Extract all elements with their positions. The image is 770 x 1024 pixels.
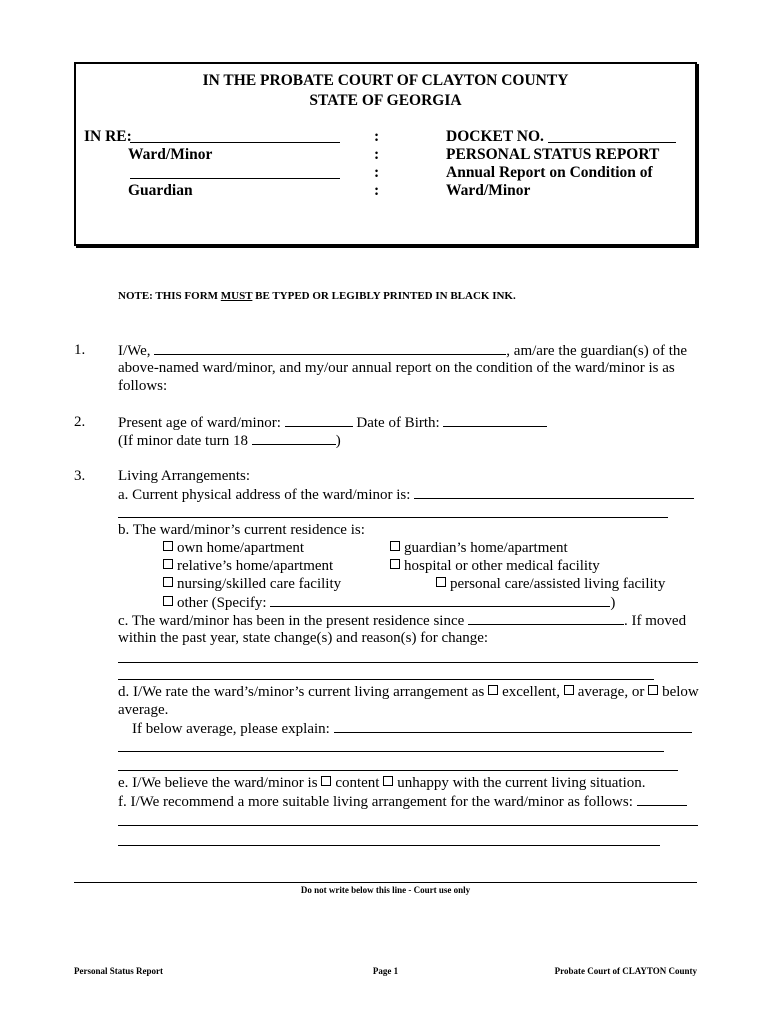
caption-colon: : [374, 182, 380, 199]
report-subtitle-2: Ward/Minor [446, 182, 531, 199]
change-reason-line-1[interactable] [118, 662, 698, 663]
court-use-note: Do not write below this line - Court use only [300, 885, 471, 895]
recommend-line-2[interactable] [118, 825, 698, 826]
docket-label: DOCKET NO. [446, 128, 544, 145]
address-field[interactable] [414, 486, 694, 499]
checkbox[interactable] [383, 776, 393, 786]
q1-line2: above-named ward/minor, and my/our annual report on the condition of the ward/minor is as [118, 360, 675, 376]
caption-colon: : [374, 164, 380, 181]
court-use-divider [74, 882, 697, 883]
q3d-label: d. I/We rate the ward’s/minor’s current living arrangement as excellent, average, or below [118, 684, 699, 700]
caption-colon: : [374, 128, 380, 145]
checkbox[interactable] [564, 685, 574, 695]
caption-colon: : [374, 146, 380, 163]
address-line-2[interactable] [118, 517, 668, 518]
ink-note: NOTE: THIS FORM MUST BE TYPED OR LEGIBLY PRINTED IN BLACK INK. [118, 290, 516, 302]
age-field[interactable] [285, 414, 353, 427]
checkbox[interactable] [321, 776, 331, 786]
guardian-names-field[interactable] [154, 342, 506, 355]
explain-field[interactable] [334, 720, 692, 733]
q3d-line2: average. [118, 702, 169, 718]
checkbox[interactable] [436, 577, 446, 587]
q3a-label: a. Current physical address of the ward/minor is: [118, 486, 694, 504]
state-title: STATE OF GEORGIA [309, 92, 462, 109]
checkbox[interactable] [488, 685, 498, 695]
ward-name-line[interactable] [130, 142, 340, 143]
report-subtitle-1: Annual Report on Condition of [446, 164, 653, 181]
checkbox[interactable] [163, 559, 173, 569]
in-re-label: IN RE: [84, 128, 132, 145]
option-relative-home[interactable]: relative’s home/apartment [163, 558, 333, 575]
recommend-line-3[interactable] [118, 845, 660, 846]
q3c-label: c. The ward/minor has been in the present residence since . If moved [118, 613, 687, 629]
checkbox[interactable] [163, 541, 173, 551]
explain-line-3[interactable] [118, 770, 678, 771]
other-specify-field[interactable] [270, 594, 610, 607]
footer-left: Personal Status Report [74, 966, 163, 976]
since-date-field[interactable] [468, 612, 624, 625]
ward-label: Ward/Minor [128, 146, 213, 163]
q1-line3: follows: [118, 378, 168, 394]
guardian-label: Guardian [128, 182, 193, 199]
recommend-field[interactable] [637, 793, 687, 806]
q2-line2: (If minor date turn 18 ) [118, 433, 341, 449]
checkbox[interactable] [163, 596, 173, 606]
dob-field[interactable] [443, 414, 547, 427]
change-reason-line-2[interactable] [118, 679, 654, 680]
q1-line1: I/We, , am/are the guardian(s) of the [118, 343, 688, 359]
checkbox[interactable] [390, 541, 400, 551]
turn-18-field[interactable] [252, 432, 336, 445]
option-nursing[interactable]: nursing/skilled care facility [163, 576, 341, 593]
q2-line1: Present age of ward/minor: Date of Birth: [118, 414, 547, 432]
page-number: Page 1 [372, 966, 399, 976]
guardian-name-line[interactable] [130, 178, 340, 179]
report-title: PERSONAL STATUS REPORT [446, 146, 660, 163]
item-number-1: 1. [74, 342, 86, 358]
option-other[interactable]: other (Specify: ) [163, 594, 615, 612]
footer-right: Probate Court of CLAYTON County [554, 966, 697, 976]
q3d-explain-label: If below average, please explain: [132, 720, 692, 738]
q3c-line2: within the past year, state change(s) and reason(s) for change: [118, 630, 489, 646]
q3b-label: b. The ward/minor’s current residence is: [118, 522, 365, 538]
checkbox[interactable] [163, 577, 173, 587]
q3e-label: e. I/We believe the ward/minor is content unhappy with the current living situation. [118, 775, 646, 791]
item-number-2: 2. [74, 414, 86, 430]
docket-number-line[interactable] [548, 142, 676, 143]
option-own-home[interactable]: own home/apartment [163, 540, 304, 557]
option-hospital[interactable]: hospital or other medical facility [390, 558, 600, 575]
option-guardian-home[interactable]: guardian’s home/apartment [390, 540, 568, 557]
q3-title: Living Arrangements: [118, 468, 251, 484]
q3f-label: f. I/We recommend a more suitable living arrangement for the ward/minor as follows: [118, 793, 687, 811]
checkbox[interactable] [648, 685, 658, 695]
item-number-3: 3. [74, 468, 86, 484]
option-personal-care[interactable]: personal care/assisted living facility [436, 576, 665, 593]
explain-line-2[interactable] [118, 751, 664, 752]
court-title: IN THE PROBATE COURT OF CLAYTON COUNTY [202, 72, 569, 89]
checkbox[interactable] [390, 559, 400, 569]
